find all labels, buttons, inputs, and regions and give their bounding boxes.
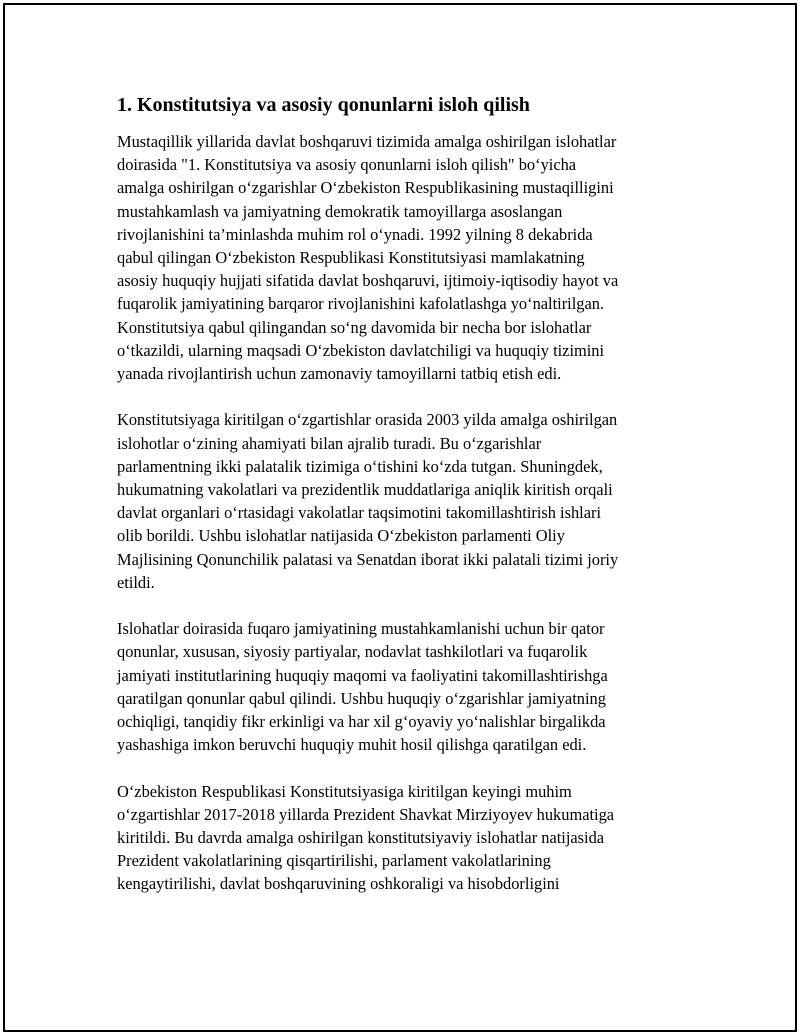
- text-line: kiritildi. Bu davrda amalga oshirilgan konstitutsiyaviy islohatlar natijasida: [117, 828, 605, 848]
- paragraph-1: [117, 130, 687, 385]
- text-line: Konstitutsiyaga kiritilgan o‘zgartishlar orasida 2003 yilda amalga oshirilgan: [117, 410, 618, 430]
- paragraph-2: [117, 408, 687, 594]
- text-line: olib borildi. Ushbu islohatlar natijasida O‘zbekiston parlamenti Oliy: [117, 526, 565, 546]
- text-line: etildi.: [117, 572, 155, 592]
- document-body: [117, 92, 687, 919]
- text-line: jamiyati institutlarining huquqiy maqomi va faoliyatini takomillashtirishga: [117, 665, 608, 685]
- text-line: yanada rivojlantirish uchun zamonaviy tamoyillarni tatbiq etish edi.: [117, 364, 562, 384]
- text-line: ochiqligi, tanqidiy fikr erkinligi va har xil g‘oyaviy yo‘nalishlar birgalikda: [117, 712, 606, 732]
- text-line: davlat organlari o‘rtasidagi vakolatlar taqsimotini takomillashtirish ishlari: [117, 503, 602, 523]
- text-line: doirasida "1. Konstitutsiya va asosiy qonunlarni isloh qilish" bo‘yicha: [117, 155, 577, 175]
- text-line: Konstitutsiya qabul qilingandan so‘ng davomida bir necha bor islohatlar: [117, 317, 592, 337]
- text-line: qaratilgan qonunlar qabul qilindi. Ushbu huquqiy o‘zgarishlar jamiyatning: [117, 688, 606, 708]
- text-line: amalga oshirilgan o‘zgarishlar O‘zbekiston Respublikasining mustaqilligini: [117, 178, 614, 198]
- text-line: qabul qilingan O‘zbekiston Respublikasi Konstitutsiyasi mamlakatning: [117, 248, 585, 268]
- text-line: yashashiga imkon beruvchi huquqiy muhit hosil qilishga qaratilgan edi.: [117, 735, 587, 755]
- text-line: rivojlanishini ta’minlashda muhim rol o‘ynadi. 1992 yilning 8 dekabrida: [117, 224, 593, 244]
- text-line: o‘tkazildi, ularning maqsadi O‘zbekiston davlatchiligi va huquqiy tizimini: [117, 340, 605, 360]
- text-line: parlamentning ikki palatalik tizimiga o‘tishini ko‘zda tutgan. Shuningdek,: [117, 456, 603, 476]
- paragraph-3: [117, 617, 687, 756]
- text-line: fuqarolik jamiyatining barqaror rivojlanishini kafolatlashga yo‘naltirilgan.: [117, 294, 605, 314]
- text-line: islohotlar o‘zining ahamiyati bilan ajralib turadi. Bu o‘zgarishlar: [117, 433, 542, 453]
- text-line: Islohatlar doirasida fuqaro jamiyatining mustahkamlanishi uchun bir qator: [117, 619, 605, 639]
- paragraph-4: [117, 780, 687, 896]
- text-line: hukumatning vakolatlari va prezidentlik muddatlariga aniqlik kiritish orqali: [117, 480, 613, 500]
- text-line: asosiy huquqiy hujjati sifatida davlat boshqaruvi, ijtimoiy-iqtisodiy hayot va: [117, 271, 619, 291]
- text-line: Majlisining Qonunchilik palatasi va Senatdan iborat ikki palatali tizimi joriy: [117, 549, 619, 569]
- text-line: o‘zgartishlar 2017-2018 yillarda Prezident Shavkat Mirziyoyev hukumatiga: [117, 804, 615, 824]
- section-heading: 1. Konstitutsiya va asosiy qonunlarni isloh qilish: [117, 94, 530, 116]
- text-line: mustahkamlash va jamiyatning demokratik tamoyillarga asoslangan: [117, 201, 563, 221]
- text-line: O‘zbekiston Respublikasi Konstitutsiyasiga kiritilgan keyingi muhim: [117, 781, 572, 801]
- text-line: Mustaqillik yillarida davlat boshqaruvi tizimida amalga oshirilgan islohatlar: [117, 132, 617, 151]
- text-line: qonunlar, xususan, siyosiy partiyalar, nodavlat tashkilotlari va fuqarolik: [117, 642, 588, 662]
- text-line: kengaytirilishi, davlat boshqaruvining oshkoraligi va hisobdorligini: [117, 874, 560, 894]
- text-line: Prezident vakolatlarining qisqartirilishi, parlament vakolatlarining: [117, 851, 551, 871]
